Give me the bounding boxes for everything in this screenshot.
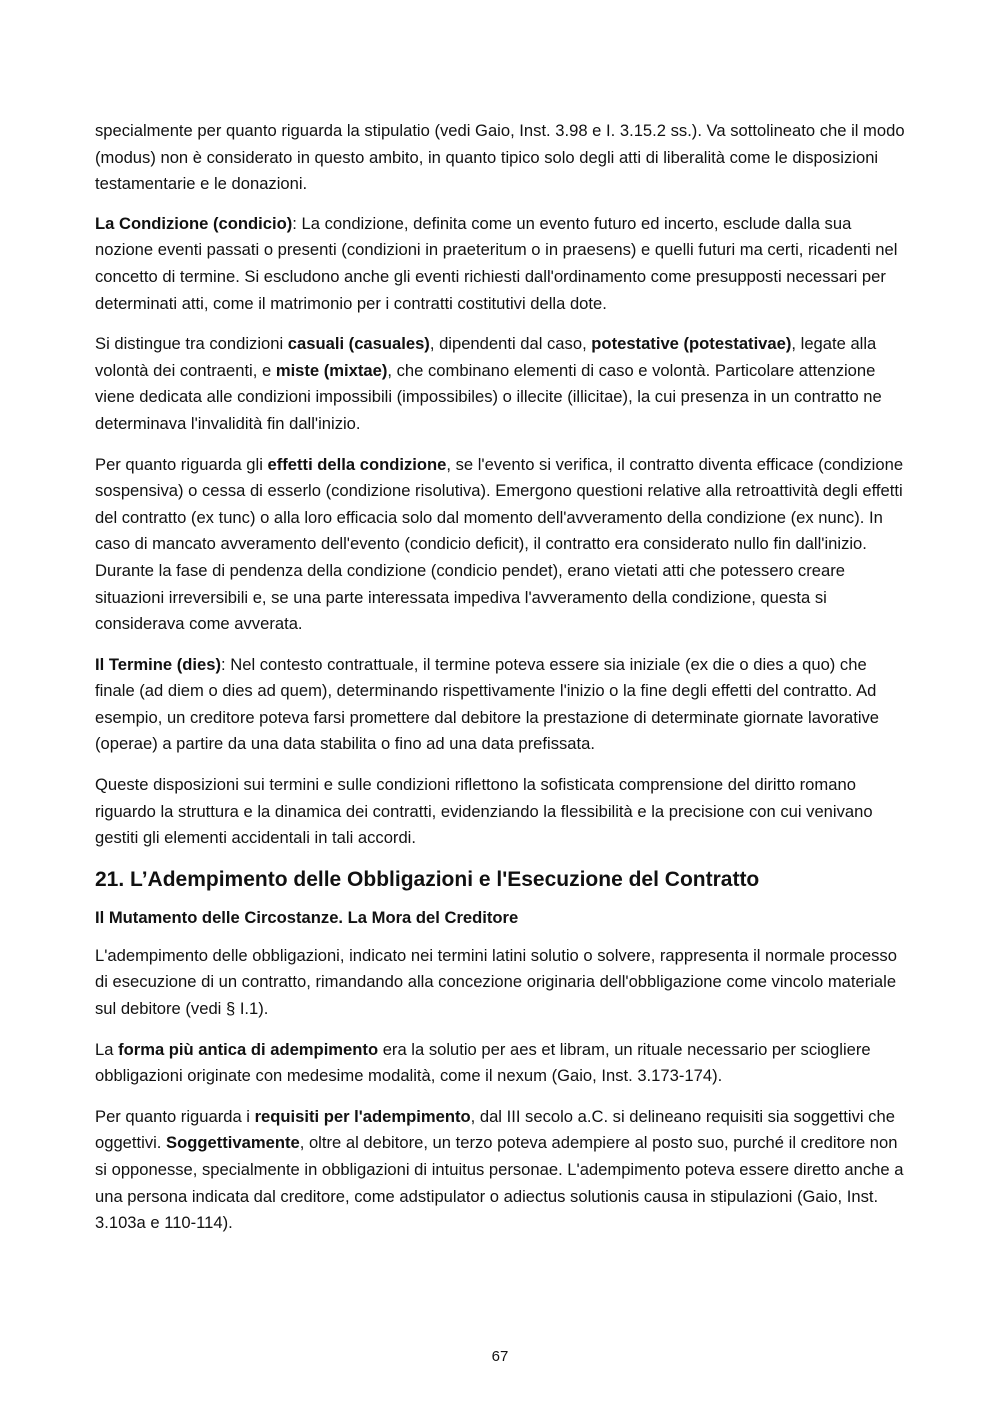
paragraph-requisiti	[95, 1104, 910, 1237]
paragraph-conclusione	[95, 772, 910, 852]
page-number: 67	[491, 1348, 509, 1365]
term-soggettivamente: Soggettivamente	[166, 1133, 300, 1153]
paragraph-text: , oltre al debitore, un terzo poteva adempiere al posto suo, purché il creditore non si opponesse, specialmente in obbligazioni di intuitus personae. L'adempimento poteva essere diretto anche a una persona indicata dal creditore, come adstipulator o adiectus solutionis causa in stipulazioni (Gaio, Inst. 3.103a e 110-114).	[95, 1133, 904, 1233]
paragraph-forma-antica	[95, 1037, 910, 1090]
paragraph-text: , che combinano elementi di caso e volontà. Particolare attenzione viene dedicata alle condizioni impossibili (impossibiles) o illecite (illicitae), la cui presenza in un contratto ne determinava l'invalidità fin dall'inizio.	[95, 360, 882, 433]
paragraph-condizione	[95, 211, 910, 317]
paragraph-termine	[95, 652, 910, 758]
term-effetti: effetti della condizione	[267, 454, 447, 474]
paragraph-text: La	[95, 1039, 119, 1059]
paragraph-text: Queste disposizioni sui termini e sulle condizioni riflettono la sofisticata comprensione del diritto romano riguardo la struttura e la dinamica dei contratti, evidenziando la flessibilità e la precisione con cui venivano gestiti gli elementi accidentali in tali accordi.	[95, 775, 873, 848]
document-page	[95, 118, 910, 1251]
paragraph-adempimento	[95, 943, 910, 1023]
paragraph-text: : Nel contesto contrattuale, il termine poteva essere sia iniziale (ex die o dies a quo) che finale (ad diem o dies ad quem), determinando rispettivamente l'inizio o la fine degli effetti del contratto. Ad esempio, un creditore poteva farsi promettere dal debitore la prestazione di determinate giornate lavorative (operae) a partire da una data stabilita o fino ad una data prefissata.	[95, 654, 880, 754]
subsection-heading: Il Mutamento delle Circostanze. La Mora del Creditore	[95, 907, 519, 927]
paragraph-text: Si distingue tra condizioni	[95, 334, 288, 354]
term-miste: miste (mixtae)	[275, 360, 388, 380]
paragraph-text: specialmente per quanto riguarda la stipulatio (vedi Gaio, Inst. 3.98 e I. 3.15.2 ss.). Va sottolineato che il modo (modus) non è considerato in questo ambito, in quanto tipico solo degli atti di liberalità come le disposizioni testamentarie e le donazioni.	[95, 121, 905, 194]
term-termine: Il Termine (dies)	[95, 654, 222, 674]
paragraph-effetti-condizione	[95, 452, 910, 638]
section-heading: 21. L’Adempimento delle Obbligazioni e l'Esecuzione del Contratto	[95, 867, 760, 891]
term-condizione: La Condizione (condicio)	[95, 213, 293, 233]
term-casuali: casuali (casuales)	[287, 334, 430, 354]
paragraph-text: : La condizione, definita come un evento futuro ed incerto, esclude dalla sua nozione eventi passati o presenti (condizioni in praeteritum o in praesens) e quelli futuri ma certi, ricadenti nel concetto di termine. Si escludono anche gli eventi richiesti dall'ordinamento come presupposti necessari per determinati atti, come il matrimonio per i contratti costitutivi della dote.	[95, 213, 898, 313]
paragraph-text: , dipendenti dal caso,	[429, 334, 592, 354]
paragraph-text: Per quanto riguarda i	[95, 1106, 255, 1126]
paragraph-text: , legate alla volontà dei contraenti, e	[95, 334, 877, 380]
paragraph-text: Per quanto riguarda gli	[95, 454, 268, 474]
term-forma-antica: forma più antica di adempimento	[118, 1039, 379, 1059]
paragraph-tipi-condizioni	[95, 331, 910, 437]
paragraph-text: L'adempimento delle obbligazioni, indicato nei termini latini solutio o solvere, rappresenta il normale processo di esecuzione di un contratto, rimandando alla concezione originaria dell'obbligazione come vincolo materiale sul debitore (vedi § I.1).	[95, 945, 897, 1019]
paragraph-text: , dal III secolo a.C. si delineano requisiti sia soggettivi che oggettivi.	[95, 1106, 895, 1153]
term-requisiti: requisiti per l'adempimento	[254, 1106, 471, 1126]
term-potestative: potestative (potestativae)	[591, 334, 792, 354]
paragraph-stipulatio	[95, 118, 910, 198]
paragraph-text: era la solutio per aes et libram, un rituale necessario per sciogliere obbligazioni originate con medesime modalità, come il nexum (Gaio, Inst. 3.173-174).	[95, 1039, 871, 1086]
paragraph-text: , se l'evento si verifica, il contratto diventa efficace (condizione sospensiva) o cessa di esserlo (condizione risolutiva). Emergono questioni relative alla retroattività degli effetti del contratto (ex tunc) o alla loro efficacia solo dal momento dell'avveramento della condizione (ex nunc). In caso di mancato avveramento dell'evento (condicio deficit), il contratto era considerato nullo fin dall'inizio. Durante la fase di pendenza della condizione (condicio pendet), erano vietati atti che potessero creare situazioni irreversibili e, se una parte interessata impediva l'avveramento della condizione, questa si considerava come avverata.	[95, 454, 904, 634]
